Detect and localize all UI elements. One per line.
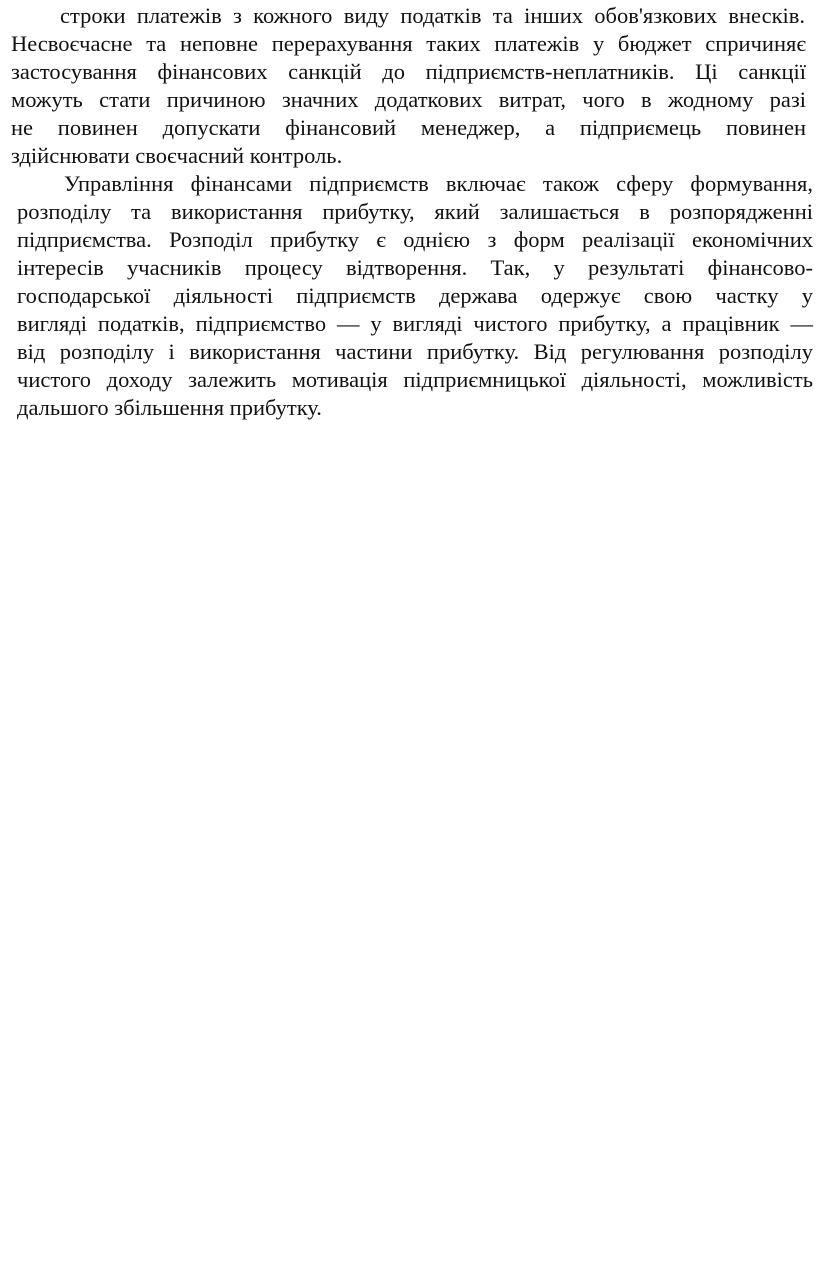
paragraph-2-line-6: вигляді податків, підприємство — у вигляді чистого прибутку, а працівник —	[17, 311, 813, 336]
paragraph-2-line-8: чистого доходу залежить мотивація підприємницької діяльності, можливість	[17, 367, 813, 392]
paragraph-1-line-1: строки платежів з кожного виду податків та інших обов'язкових внесків.	[60, 3, 805, 28]
paragraph-1-line-2: Несвоєчасне та неповне перерахування таких платежів у бюджет спричиняє	[11, 31, 806, 56]
paragraph-2-line-2: розподілу та використання прибутку, який залишається в розпорядженні	[17, 199, 813, 224]
paragraph-1-line-6: здійснювати своєчасний контроль.	[11, 143, 343, 168]
paragraph-1-line-5: не повинен допускати фінансовий менеджер, а підприємець повинен	[11, 115, 806, 140]
paragraph-2-line-1: Управління фінансами підприємств включає також сферу формування,	[64, 171, 813, 196]
paragraph-2-line-9: дальшого збільшення прибутку.	[17, 395, 322, 420]
paragraph-2-line-7: від розподілу і використання частини прибутку. Від регулювання розподілу	[17, 339, 813, 364]
paragraph-2-line-4: інтересів учасників процесу відтворення. Так, у результаті фінансово-	[17, 255, 813, 280]
paragraph-2-line-5: господарської діяльності підприємств держава одержує свою частку у	[17, 283, 813, 308]
paragraph-1-line-4: можуть стати причиною значних додаткових витрат, чого в жодному разі	[11, 87, 806, 112]
paragraph-1-line-3: застосування фінансових санкцій до підприємств-неплатників. Ці санкції	[11, 59, 806, 84]
paragraph-2-line-3: підприємства. Розподіл прибутку є однією з форм реалізації економічних	[17, 227, 813, 252]
